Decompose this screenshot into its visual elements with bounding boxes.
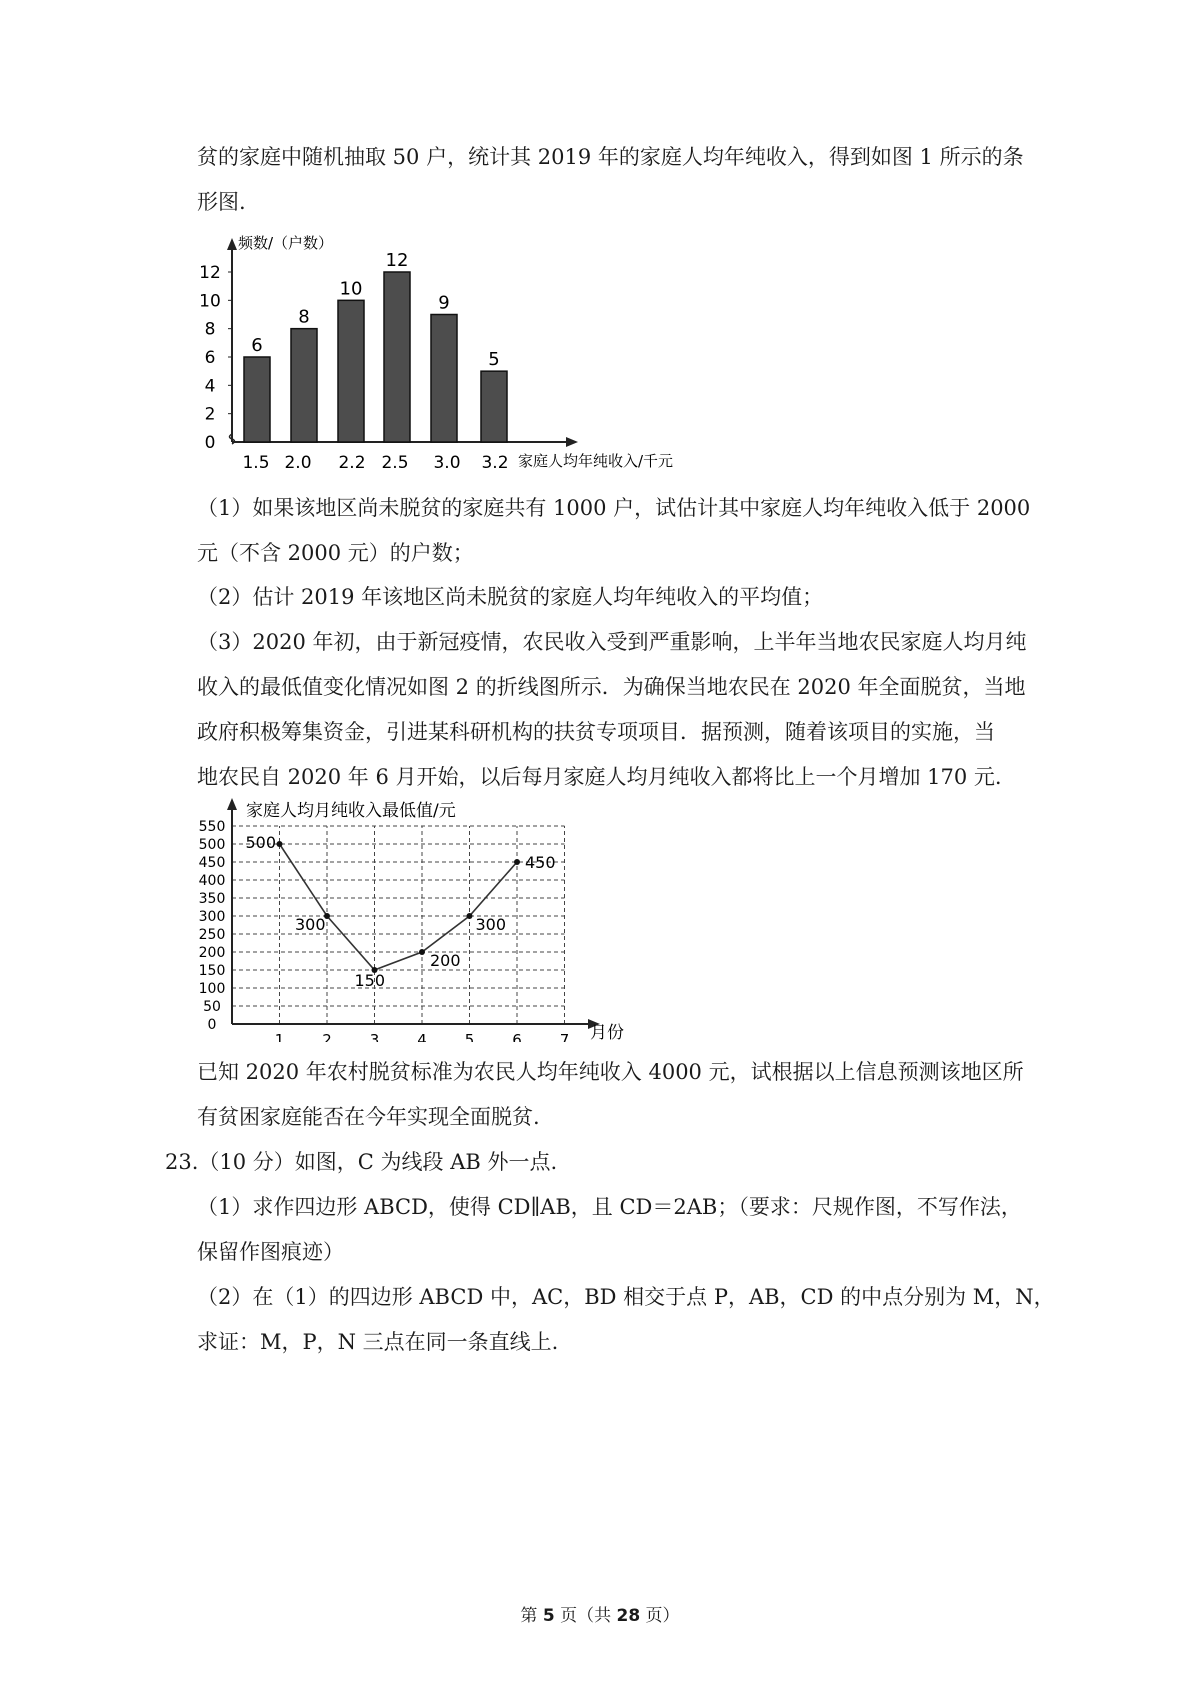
bar xyxy=(384,272,410,442)
point-value-label: 450 xyxy=(525,853,556,872)
x-axis-label: 月份 xyxy=(590,1023,624,1042)
x-axis-arrow xyxy=(566,437,578,447)
y-tick-label: 200 xyxy=(198,945,226,961)
bar-value-label: 8 xyxy=(298,306,310,328)
x-tick-label: 2.0 xyxy=(284,453,312,473)
known-line-1: 已知 2020 年农村脱贫标准为农民人均年纯收入 4000 元，试根据以上信息预测该地区所 xyxy=(197,1060,1024,1084)
p23-part2-line-2: 求证：M，P，N 三点在同一条直线上. xyxy=(197,1330,559,1354)
x-tick-label: 3.2 xyxy=(481,453,509,473)
p23-part1-line-1: （1）求作四边形 ABCD，使得 CD∥AB，且 CD＝2AB；（要求：尺规作图，不写作法， xyxy=(197,1195,1022,1219)
p23-part1-line-2: 保留作图痕迹） xyxy=(197,1240,344,1264)
point-value-label: 300 xyxy=(295,915,326,934)
x-tick-label: 4 xyxy=(417,1031,427,1042)
y-tick-label: 350 xyxy=(198,891,226,907)
y-axis-label: 家庭人均月纯收入最低值/元 xyxy=(246,801,456,821)
x-axis-label: 家庭人均年纯收入/千元 xyxy=(518,452,674,470)
line-chart xyxy=(190,792,640,1042)
bar xyxy=(481,371,507,442)
y-tick-label: 8 xyxy=(204,319,216,340)
bar-chart-svg xyxy=(190,228,700,476)
bar-value-label: 12 xyxy=(385,250,409,271)
footer-middle: 页（共 xyxy=(554,1606,617,1626)
known-line-2: 有贫困家庭能否在今年实现全面脱贫. xyxy=(197,1105,540,1129)
y-tick-label: 150 xyxy=(198,963,226,979)
x-tick-label: 6 xyxy=(512,1031,522,1042)
y-tick-label: 50 xyxy=(203,999,221,1015)
y-axis-label: 频数/（户数） xyxy=(238,234,334,252)
x-tick-label: 3 xyxy=(369,1031,380,1042)
data-point xyxy=(514,859,520,865)
x-tick-label: 2.5 xyxy=(381,453,409,473)
y-tick-label: 12 xyxy=(199,263,221,283)
y-tick-label: 400 xyxy=(198,873,226,889)
y-tick-label: 450 xyxy=(198,855,226,871)
bar xyxy=(338,300,364,442)
income-line xyxy=(280,844,518,970)
page-footer xyxy=(0,1604,1200,1628)
point-value-label: 200 xyxy=(430,951,461,970)
p23-part2-line-1: （2）在（1）的四边形 ABCD 中，AC，BD 相交于点 P，AB，CD 的中点分别为 M，N， xyxy=(197,1285,1055,1309)
x-tick-label: 1 xyxy=(274,1031,285,1042)
x-tick-label: 2 xyxy=(322,1031,332,1042)
bar-value-label: 10 xyxy=(339,278,363,300)
point-value-label: 150 xyxy=(354,971,386,990)
y-tick-label: 10 xyxy=(199,291,221,312)
bar-value-label: 6 xyxy=(251,335,263,356)
footer-suffix: 页） xyxy=(640,1606,680,1626)
intro-line-1: 贫的家庭中随机抽取 50 户，统计其 2019 年的家庭人均年纯收入，得到如图 1 所示的条 xyxy=(197,145,1024,169)
y-axis-arrow xyxy=(227,798,237,810)
problem-23-title: 23.（10 分）如图，C 为线段 AB 外一点. xyxy=(165,1150,558,1174)
point-value-label: 500 xyxy=(245,833,277,852)
q3-line-2: 收入的最低值变化情况如图 2 的折线图所示．为确保当地农民在 2020 年全面脱贫，当地 xyxy=(197,675,1026,699)
y-tick-label: 500 xyxy=(198,837,226,853)
q3-line-1: （3）2020 年初，由于新冠疫情，农民收入受到严重影响，上半年当地农民家庭人均月纯 xyxy=(197,630,1027,654)
y-tick-label: 100 xyxy=(198,981,226,997)
x-tick-label: 1.5 xyxy=(242,453,270,473)
data-point xyxy=(467,913,473,919)
x-tick-label: 7 xyxy=(559,1031,570,1042)
q1-line-1: （1）如果该地区尚未脱贫的家庭共有 1000 户，试估计其中家庭人均年纯收入低于 2000 xyxy=(197,496,1031,520)
point-value-label: 300 xyxy=(475,915,507,934)
bar xyxy=(431,315,457,443)
y-tick-label: 550 xyxy=(198,819,226,835)
bar-value-label: 5 xyxy=(488,349,500,371)
y-axis-arrow xyxy=(227,238,237,250)
bar xyxy=(244,357,270,442)
bar-value-label: 9 xyxy=(438,292,450,314)
data-point xyxy=(419,949,425,955)
footer-total-pages: 28 xyxy=(616,1606,641,1626)
q1-line-2: 元（不含 2000 元）的户数； xyxy=(197,541,474,565)
bar xyxy=(291,329,317,442)
y-tick-label: 0 xyxy=(204,433,216,453)
line-chart-svg xyxy=(190,792,640,1042)
x-tick-label: 2.2 xyxy=(338,453,366,473)
y-tick-label: 300 xyxy=(198,909,226,925)
y-tick-label: 0 xyxy=(207,1017,217,1033)
x-tick-label: 3.0 xyxy=(433,453,461,473)
bar-chart xyxy=(190,228,700,476)
footer-page-number: 5 xyxy=(542,1606,555,1626)
q3-line-4: 地农民自 2020 年 6 月开始，以后每月家庭人均月纯收入都将比上一个月增加 170 元. xyxy=(197,765,1002,789)
q2-line: （2）估计 2019 年该地区尚未脱贫的家庭人均年纯收入的平均值； xyxy=(197,585,824,609)
y-tick-label: 4 xyxy=(204,376,216,397)
y-tick-label: 6 xyxy=(204,348,216,368)
intro-line-2: 形图. xyxy=(197,190,246,214)
x-tick-label: 5 xyxy=(464,1031,475,1042)
q3-line-3: 政府积极筹集资金，引进某科研机构的扶贫专项项目．据预测，随着该项目的实施，当 xyxy=(197,720,995,744)
y-tick-label: 250 xyxy=(198,927,226,943)
data-point xyxy=(277,841,283,847)
y-tick-label: 2 xyxy=(204,404,216,425)
footer-prefix: 第 xyxy=(520,1606,543,1626)
